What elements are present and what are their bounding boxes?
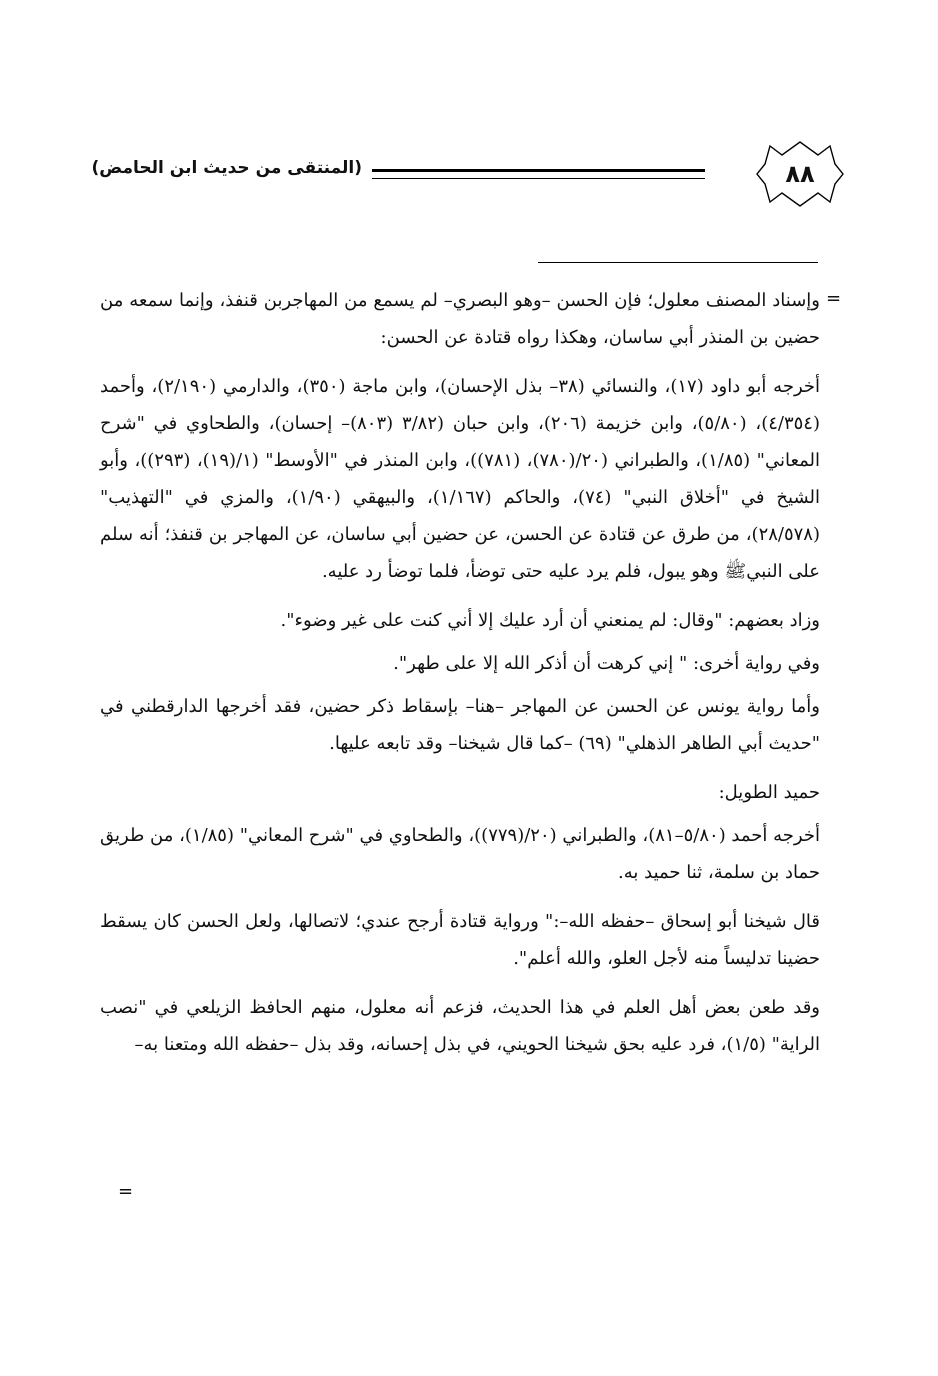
footnote-body: [100, 282, 820, 1075]
header-divider: [372, 169, 705, 179]
page-number: ٨٨: [785, 160, 815, 188]
paragraph-yunus-narration: وأما رواية يونس عن الحسن عن المهاجر –هنا– بإسقاط ذكر حضين، فقد أخرجها الدارقطني في "حديث أبي الطاهر الذهلي" (٦٩) –كما قال شيخنا– وقد تابعه عليها.: [100, 696, 820, 754]
paragraph-takhrij: أخرجه أبو داود (١٧)، والنسائي (٣٨– بذل الإحسان)، وابن ماجة (٣٥٠)، والدارمي (٢/١٩٠)، وأحمد (٤/٣٥٤)، (٥/٨٠)، وابن خزيمة (٢٠٦)، وابن حبان (٣/٨٢ (٨٠٣)– إحسان)، والطحاوي في "شرح المعاني" (١/٨٥)، والطبراني (٢٠/(٧٨٠)، (٧٨١))، وابن المنذر في "الأوسط" (١/(١٩)، (٢٩٣))، وأبو الشيخ في "أخلاق النبي" (٧٤)، والحاكم (١/١٦٧)، والبيهقي (١/٩٠)، والمزي في "التهذيب" (٢٨/٥٧٨)، من طرق عن قتادة عن الحسن، عن حضين أبي ساسان، عن المهاجر بن قنفذ؛ أنه سلم على النبيﷺ وهو يبول، فلم يرد عليه حتى توضأ، فلما توضأ رد عليه.: [100, 376, 821, 582]
continuation-mark-end: =: [118, 1181, 134, 1202]
book-title: (المنتقى من حديث ابن الحامض): [91, 158, 362, 178]
paragraph-isnad: وإسناد المصنف معلول؛ فإن الحسن –وهو البصري– لم يسمع من المهاجربن قنفذ، وإنما سمعه من حضين بن المنذر أبي ساسان، وهكذا رواه قتادة عن الحسن:: [100, 290, 820, 348]
paragraph-humaid-takhrij: أخرجه أحمد (٥/٨٠–٨١)، والطبراني (٢٠/(٧٧٩))، والطحاوي في "شرح المعاني" (١/٨٥)، من طريق حماد بن سلمة، ثنا حميد به.: [100, 825, 820, 883]
page-header: [0, 140, 938, 210]
section-heading-humaid: حميد الطويل:: [718, 782, 820, 803]
page-number-badge: [755, 140, 845, 208]
paragraph-other-narration: وفي رواية أخرى: " إني كرهت أن أذكر الله إلا على طهر".: [393, 653, 820, 674]
continuation-mark-start: =: [826, 288, 842, 309]
footnote-divider: [538, 262, 818, 263]
paragraph-criticism: وقد طعن بعض أهل العلم في هذا الحديث، فزعم أنه معلول، منهم الحافظ الزيلعي في "نصب الراية" (١/٥)، فرد عليه بحق شيخنا الحويني، في بذل إحسانه، وقد بذل –حفظه الله ومتعنا به–: [100, 997, 821, 1055]
paragraph-addition: وزاد بعضهم: "وقال: لم يمنعني أن أرد عليك إلا أني كنت على غير وضوء".: [280, 610, 820, 631]
paragraph-shaykh-quote: قال شيخنا أبو إسحاق –حفظه الله–:" ورواية قتادة أرجح عندي؛ لاتصالها، ولعل الحسن كان يسقط حضينا تدليساً منه لأجل العلو، والله أعلم".: [100, 911, 820, 969]
